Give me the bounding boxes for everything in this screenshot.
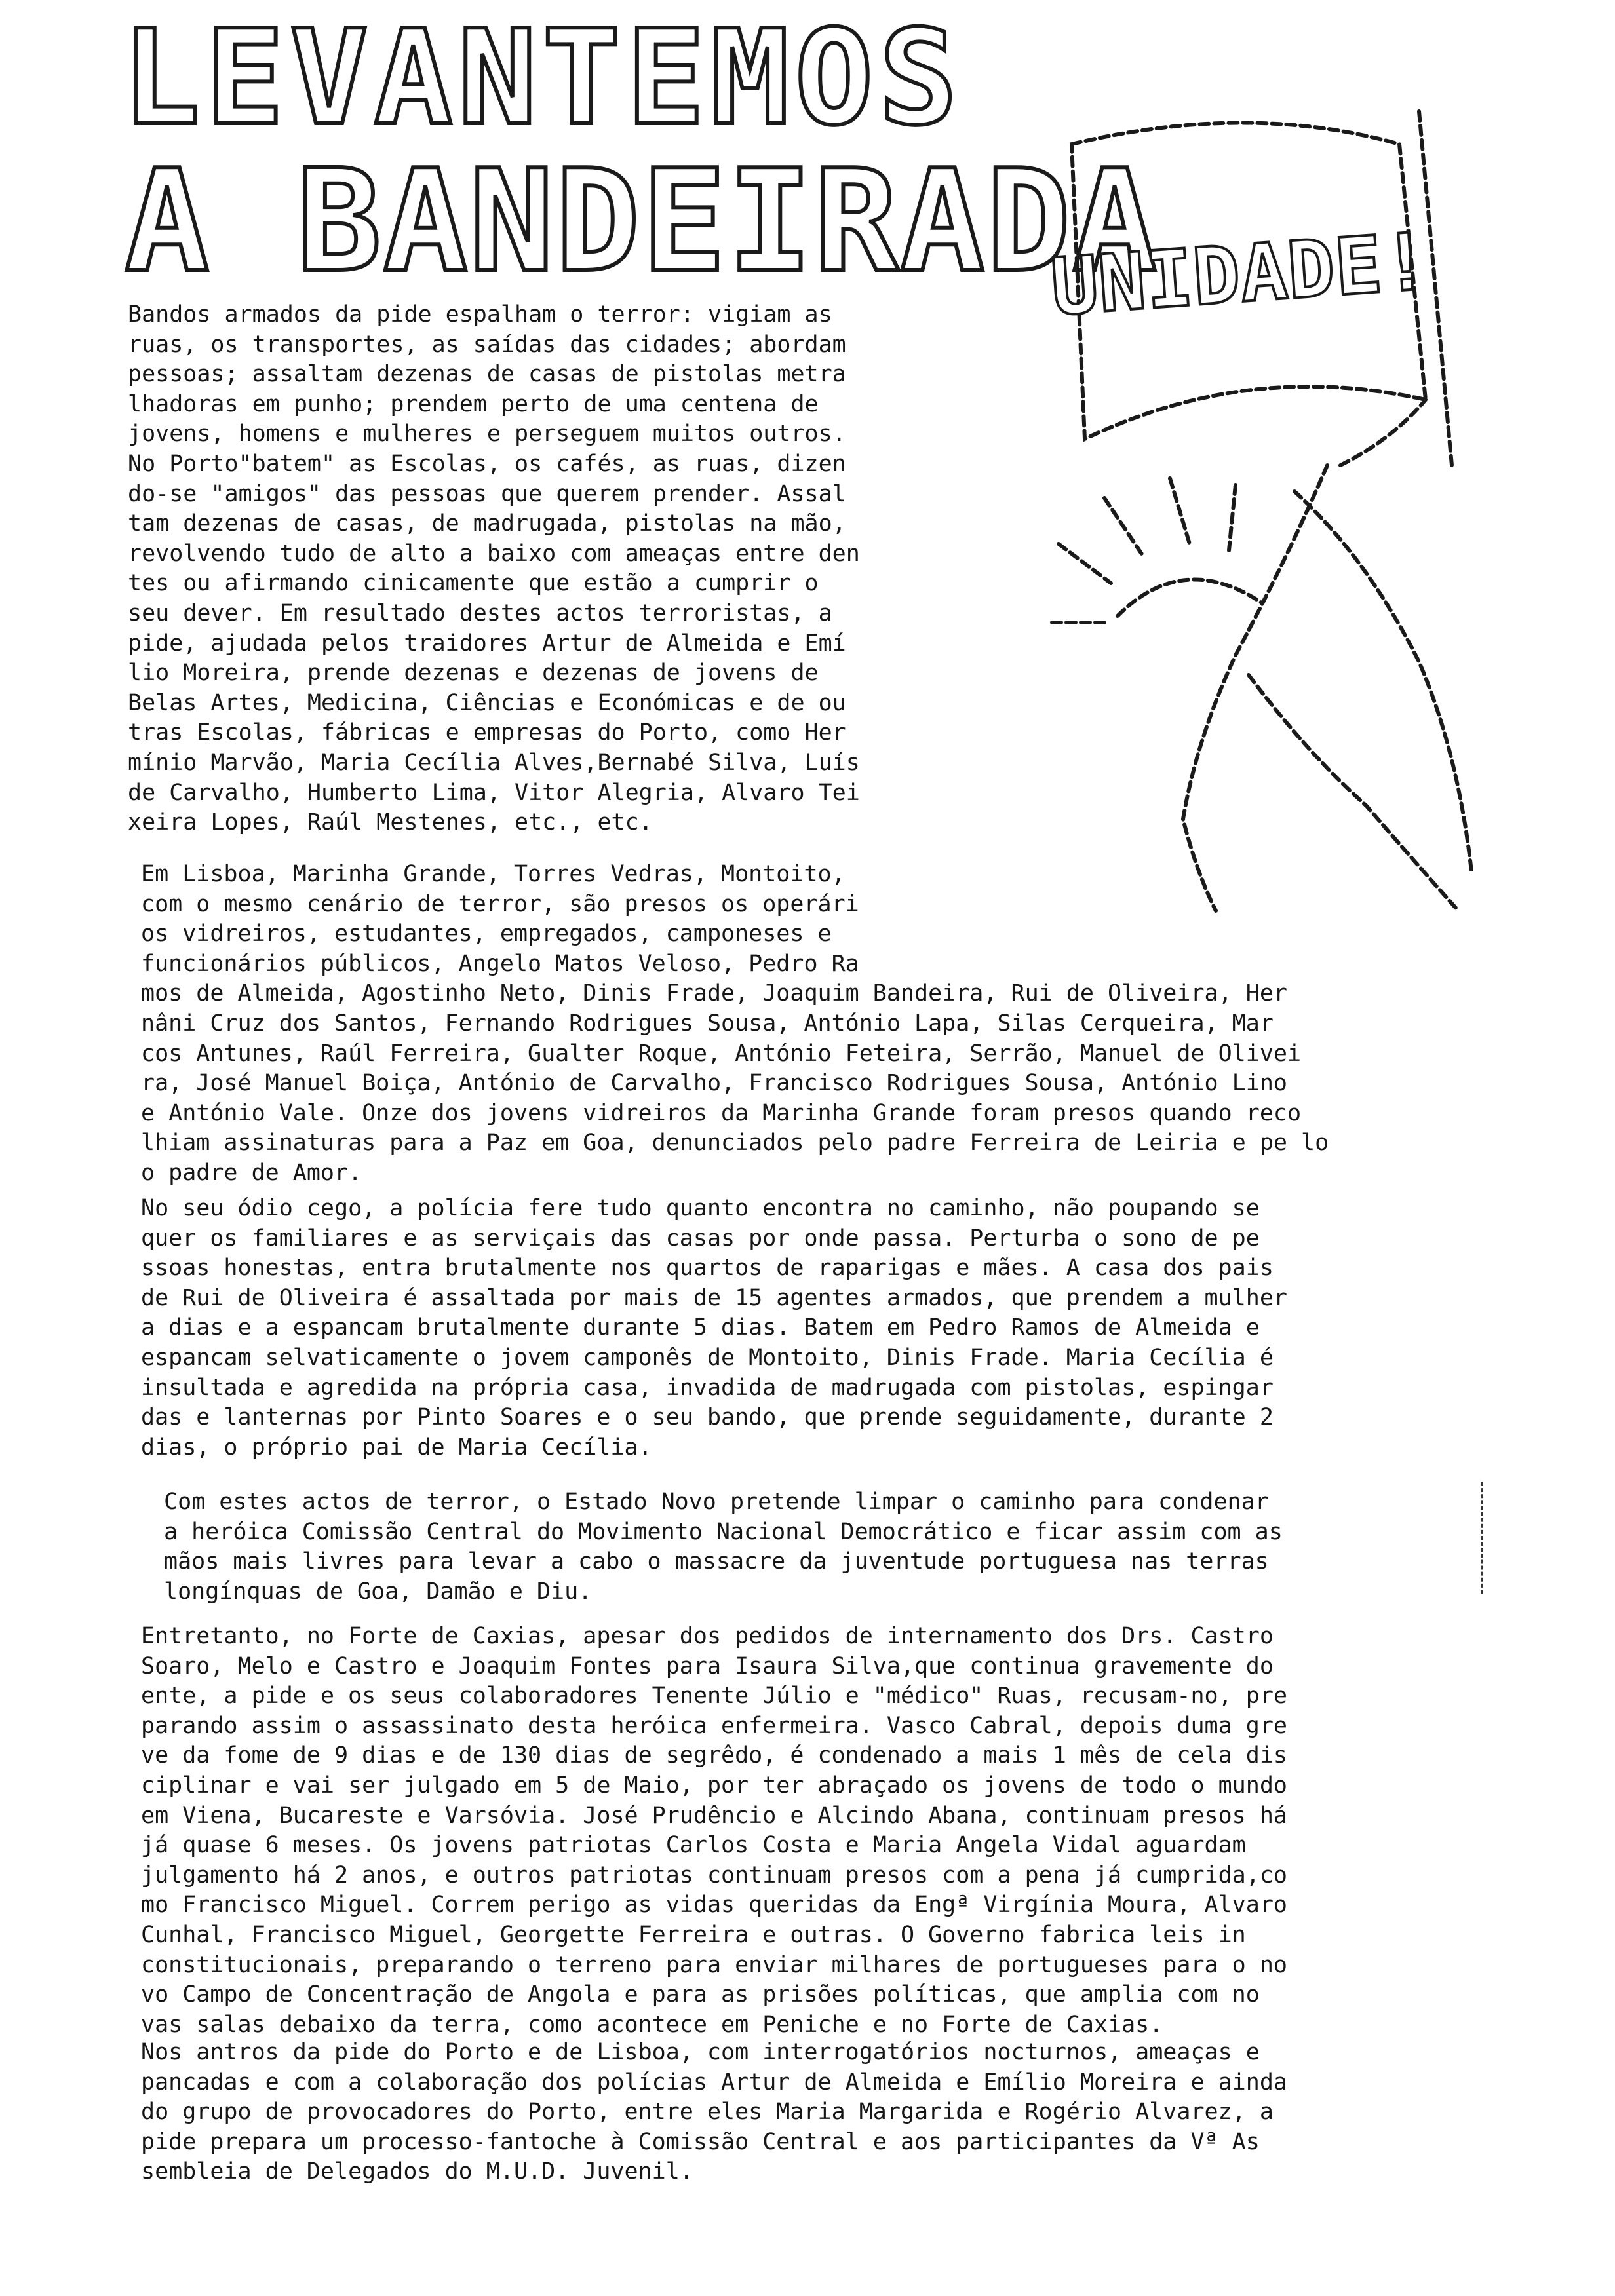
flag-banner-text: UNIDADE! [1048, 216, 1433, 334]
headline-line-1: LEVANTEMOS [121, 2, 963, 155]
figure-arm [1340, 400, 1426, 465]
illustration-flag-bearer [1000, 98, 1498, 950]
sun-ray-1 [1059, 544, 1111, 583]
figure-body [1183, 465, 1327, 911]
sun-ray-4 [1229, 485, 1236, 550]
paragraph-porto-arrests: Bandos armados da pide espalham o terror: vigiam as ruas, os transportes, as saídas das cidades; abordam pessoas; assaltam dezenas de casas de pistolas metra lhadoras em punho; prendem perto de uma centena de jovens, homens e mulheres e perseguem muitos outros. No Porto"batem" as Escolas, os cafés, as ruas, dizen do-se "amigos" das pessoas que querem prender. Assal tam dezenas de casas, de madrugada, pistolas na mão, revolvendo tudo de alto a baixo com ameaças entre den tes ou afirmando cinicamente que estão a cumprir o seu dever. Em resultado destes actos terroristas, a pide, ajudada pelos traidores Artur de Almeida e Emí lio Moreira, prende dezenas e dezenas de jovens de Belas Artes, Medicina, Ciências e Económicas e de ou tras Escolas, fábricas e empresas do Porto, como Her mínio Marvão, Maria Cecília Alves,Bernabé Silva, Luís de Carvalho, Humberto Lima, Vitor Alegria, Alvaro Tei xeira Lopes, Raúl Mestenes, etc., etc. [128, 301, 860, 836]
sun-arc [1118, 579, 1262, 616]
paragraph-lisbon-arrests: Em Lisboa, Marinha Grande, Torres Vedras, Montoito, com o mesmo cenário de terror, são presos os operári os vidreiros, estudantes, empregados, camponeses e funcionários públicos, Angelo Matos Veloso, Pedro Ra mos de Almeida, Agostinho Neto, Dinis Frade, Joaquim Bandeira, Rui de Oliveira, Her nâni Cruz dos Santos, Fernando Rodrigues Sousa, António Lapa, Silas Cerqueira, Mar cos Antunes, Raúl Ferreira, Gualter Roque, António Feteira, Serrão, Manuel de Olivei ra, José Manuel Boiça, António de Carvalho, Francisco Rodrigues Sousa, António Lino e António Vale. Onze dos jovens vidreiros da Marinha Grande foram presos quando reco lhiam assinaturas para a Paz em Goa, denunciados pelo padre Ferreira de Leiria e pe lo o padre de Amor. [141, 861, 1329, 1186]
paragraph-puppet-trial: Nos antros da pide do Porto e de Lisboa, com interrogatórios nocturnos, ameaças e pancadas e com a colaboração dos polícias Artur de Almeida e Emílio Moreira e ainda do grupo de provocadores do Porto, entre eles Maria Margarida e Rogério Alvarez, a pide prepara um processo-fantoche à Comissão Central e aos participantes da Vª As sembleia de Delegados do M.U.D. Juvenil. [141, 2039, 1287, 2185]
paragraph-police-violence: No seu ódio cego, a polícia fere tudo quanto encontra no caminho, não poupando se quer os familiares e as serviçais das casas por onde passa. Perturba o sono de pe ssoas honestas, entra brutalmente nos quartos de raparigas e mães. A casa dos pais de Rui de Oliveira é assaltada por mais de 15 agentes armados, que prendem a mulher a dias e a espancam brutalmente durante 5 dias. Batem em Pedro Ramos de Almeida e espancam selvaticamente o jovem camponês de Montoito, Dinis Frade. Maria Cecília é insultada e agredida na própria casa, invadida de madrugada com pistolas, espingar das e lanternas por Pinto Soares e o seu bando, que prende seguidamente, durante 2 dias, o próprio pai de Maria Cecília. [141, 1195, 1287, 1461]
sun-ray-3 [1170, 478, 1190, 544]
headline-line-2: A BANDEIRADA [125, 139, 1159, 303]
figure-robe [1294, 491, 1471, 871]
sun-ray-2 [1104, 498, 1144, 557]
paragraph-estado-novo: Com estes actos de terror, o Estado Novo pretende limpar o caminho para condenar a heróica Comissão Central do Movimento Nacional Democrático e ficar assim com as mãos mais livres para levar a cabo o massacre da juventude portuguesa nas terras longínquas de Goa, Damão e Diu. [164, 1489, 1283, 1605]
paragraph-caxias-prisoners: Entretanto, no Forte de Caxias, apesar dos pedidos de internamento dos Drs. Castro Soaro, Melo e Castro e Joaquim Fontes para Isaura Silva,que continua gravemente do ente, a pide e os seus colaboradores Tenente Júlio e "médico" Ruas, recusam-no, pre parando assim o assassinato desta heróica enfermeira. Vasco Cabral, depois duma gre ve da fome de 9 dias e de 130 dias de segrêdo, é condenado a mais 1 mês de cela dis ciplinar e vai ser julgado em 5 de Maio, por ter abraçado os jovens de todo o mundo em Viena, Bucareste e Varsóvia. José Prudêncio e Alcindo Abana, continuam presos há já quase 6 meses. Os jovens patriotas Carlos Costa e Maria Angela Vidal aguardam julgamento há 2 anos, e outros patriotas continuam presos com a pena já cumprida,co mo Francisco Miguel. Correm perigo as vidas queridas da Engª Virgínia Moura, Alvaro Cunhal, Francisco Miguel, Georgette Ferreira e outras. O Governo fabrica leis in constitucionais, preparando o terreno para enviar milhares de portugueses para o no vo Campo de Concentração de Angola e para as prisões políticas, que amplia com no vas salas debaixo da terra, como acontece em Peniche e no Forte de Caxias. [141, 1623, 1287, 2038]
